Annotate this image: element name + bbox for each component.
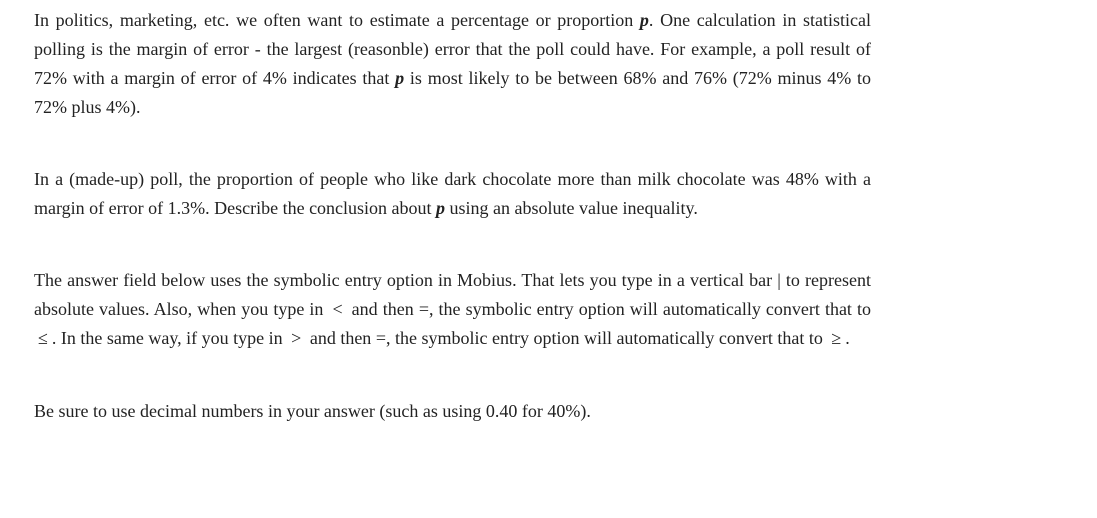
instr-text-8: . bbox=[845, 328, 850, 348]
variable-p: p bbox=[436, 198, 446, 218]
paragraph-spacer bbox=[34, 223, 871, 266]
instructions-paragraph bbox=[34, 266, 871, 353]
intro-text-3: is most likely to be between 68% and 76% (72% minus 4% to 72% plus 4%). bbox=[34, 68, 871, 117]
instr-text-5: . In the same way, if you type in bbox=[51, 328, 288, 348]
equals-symbol: = bbox=[418, 299, 429, 319]
poll-paragraph bbox=[34, 165, 871, 223]
paragraph-spacer bbox=[34, 122, 871, 165]
variable-p: p bbox=[395, 68, 405, 88]
greater-than-symbol: > bbox=[291, 328, 302, 348]
poll-text-2: using an absolute value inequality. bbox=[445, 198, 698, 218]
instr-text-3: and then bbox=[346, 299, 419, 319]
instr-text-1: The answer field below uses the symbolic entry option in Mobius. That lets you type in a vertical bar bbox=[34, 270, 778, 290]
greater-equal-symbol: ≥ bbox=[831, 328, 842, 348]
vertical-bar-symbol: | bbox=[777, 270, 781, 290]
intro-text-2: . One calculation in statistical polling is the margin of error - the largest (reasonble) error that the poll could have. For example, a poll result of 72% with a margin of error of 4% indicates that bbox=[34, 10, 871, 88]
less-equal-symbol: ≤ bbox=[38, 328, 48, 348]
less-than-symbol: < bbox=[332, 299, 343, 319]
question-text bbox=[34, 6, 871, 426]
equals-symbol: = bbox=[375, 328, 386, 348]
intro-paragraph bbox=[34, 6, 871, 122]
decimal-note-paragraph: Be sure to use decimal numbers in your answer (such as using 0.40 for 40%). bbox=[34, 401, 591, 421]
instr-text-4: , the symbolic entry option will automatically convert that to bbox=[428, 299, 872, 319]
poll-text-1: In a (made-up) poll, the proportion of people who like dark chocolate more than milk chocolate was 48% with a margin of error of 1.3%. Describe the conclusion about bbox=[34, 169, 871, 218]
instr-text-2: to represent absolute values. Also, when you type in bbox=[34, 270, 871, 319]
intro-text-1: In politics, marketing, etc. we often want to estimate a percentage or proportion bbox=[34, 10, 640, 30]
instr-text-7: , the symbolic entry option will automatically convert that to bbox=[385, 328, 828, 348]
instr-text-6: and then bbox=[305, 328, 376, 348]
variable-p: p bbox=[639, 10, 649, 30]
paragraph-spacer bbox=[34, 353, 871, 397]
